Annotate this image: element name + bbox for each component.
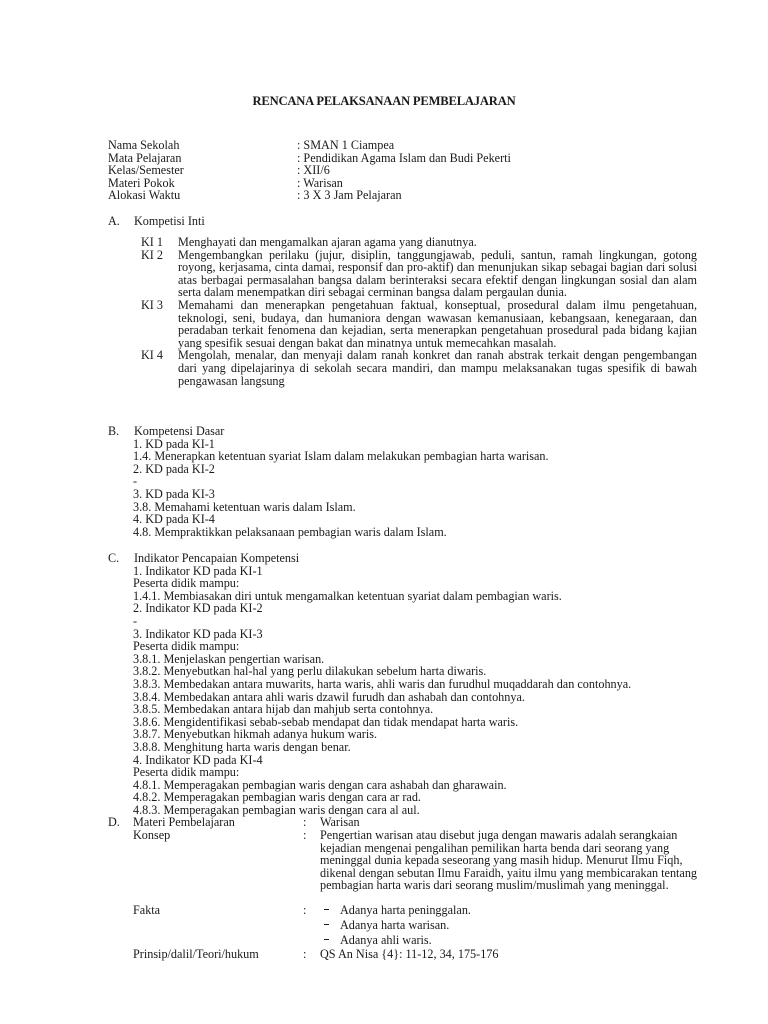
indicator-line: 4.8.3. Memperagakan pembagian waris dengan cara al aul. (133, 802, 420, 817)
section-title: Materi Pembelajaran (133, 815, 235, 829)
section-title: Kompetisi Inti (134, 214, 205, 228)
section-marker: A. (108, 214, 120, 228)
colon: : (303, 903, 307, 917)
section-marker: C. (108, 551, 120, 565)
fakta-item: Adanya harta warisan. (340, 918, 450, 933)
identity-row (108, 164, 511, 177)
materi-prinsip-row (133, 948, 700, 961)
ki-text: Mengolah, menalar, dan menyaji dalam ranah konkret dan ranah abstrak terkait dengan pengembangan dari yang dipelajarinya di sekolah secara mandiri, dan mampu melaksanakan tugas spesifik di bawah pengawasan langsung (178, 348, 697, 388)
bullet-icon: ⎯ (324, 904, 329, 915)
indicator-line: 3.8.3. Membedakan antara muwarits, harta waris, ahli waris dan furudhul muqaddarah dan contohnya. (133, 676, 632, 691)
indicator-line: Peserta didik mampu: (133, 639, 240, 654)
identity-label: Mata Pelajaran (108, 150, 182, 165)
bullet-icon: ⎯ (324, 919, 329, 931)
section-title: Kompetensi Dasar (134, 424, 225, 438)
konsep-text: Pengertian warisan atau disebut juga dengan mawaris adalah serangkaian kejadian mengenai pengalihan pemilikan harta benda dari seorang yang meninggal dunia kepada seseorang yang masih hidup. Menurut Ilmu Fiqh, dikenal dengan sebutan Ilmu Faraidh, yaitu ilmu yang membicarakan tentang pembagian harta waris dari seorang muslim/muslimah yang meninggal. (320, 828, 698, 893)
section-b-heading (108, 425, 224, 438)
indicator-line: 3.8.7. Menyebutkan hikmah adanya hukum waris. (133, 727, 378, 742)
section-d-heading (108, 816, 360, 829)
prinsip-label: Prinsip/dalil/Teori/hukum (133, 947, 259, 961)
ki-label: KI 4 (141, 348, 164, 363)
indicator-line: 2. Indikator KD pada KI-2 (133, 601, 263, 616)
colon: : (303, 815, 307, 829)
colon: : (303, 947, 307, 961)
indicator-list (133, 565, 631, 817)
identity-label: Nama Sekolah (108, 138, 180, 152)
ki-text: Menghayati dan mengamalkan ajaran agama yang dianutnya. (178, 235, 477, 249)
list-item (320, 904, 700, 917)
ki-label: KI 3 (141, 297, 164, 312)
ki-label: KI 1 (141, 235, 164, 249)
identity-row (108, 189, 511, 202)
ki-item (141, 349, 697, 387)
identity-label: Alokasi Waktu (108, 188, 181, 203)
section-c-heading (108, 552, 299, 565)
identity-row (108, 139, 511, 152)
indicator-line: 1. Indikator KD pada KI-1 (133, 563, 263, 578)
identity-value: : SMAN 1 Ciampea (297, 138, 395, 152)
identity-value: : XII/6 (297, 163, 330, 178)
identity-value: : Warisan (297, 175, 343, 190)
identity-block (108, 139, 511, 202)
ki-item (141, 249, 697, 299)
fakta-list (320, 904, 700, 949)
indicator-line: 3.8.1. Menjelaskan pengertian warisan. (133, 651, 325, 666)
list-item (320, 934, 700, 947)
colon: : (303, 828, 307, 842)
fakta-item: Adanya ahli waris. (340, 933, 432, 948)
fakta-label: Fakta (133, 903, 161, 917)
materi-fakta-row (133, 904, 700, 949)
section-marker: B. (108, 424, 120, 438)
kd-list (133, 438, 549, 539)
indicator-line: 1.4.1. Membiasakan diri untuk mengamalkan ketentuan syariat dalam pembagian waris. (133, 588, 562, 603)
bullet-icon: ⎯ (324, 934, 329, 946)
indicator-line: 3.8.5. Membedakan antara hijab dan mahjub serta contohnya. (133, 702, 434, 717)
prinsip-value: QS An Nisa {4}: 11-12, 34, 175-176 (320, 947, 499, 961)
ki-text: Mengembangkan perilaku (jujur, disiplin, tanggungjawab, peduli, santun, ramah lingkungan, gotong royong, kerjasama, cinta damai, responsif dan pro-aktif) dan menunjukan sikap sebagai bagian dari solusi atas berbagai permasalahan bangsa dalam berinteraksi secara efektif dengan lingkungan sosial dan alam serta dalam menempatkan diri sebagai cerminan bangsa dalam pergaulan dunia. (178, 247, 697, 300)
indicator-line: Peserta didik mampu: (133, 576, 240, 591)
indicator-line: 3.8.8. Menghitung harta waris dengan benar. (133, 739, 351, 754)
indicator-line: 3.8.4. Membedakan antara ahli waris dzawil furudh dan ashabah dan contohnya. (133, 689, 525, 704)
ki-item (141, 299, 697, 349)
indicator-line: Peserta didik mampu: (133, 765, 240, 780)
indicator-line: 3.8.2. Menyebutkan hal-hal yang perlu dilakukan sebelum harta diwaris. (133, 664, 487, 679)
indicator-line: 4.8.1. Memperagakan pembagian waris dengan cara ashabah dan gharawain. (133, 777, 507, 792)
kd-line: 1.4. Menerapkan ketentuan syariat Islam dalam melakukan pembagian harta warisan. (133, 449, 549, 464)
kd-line: 4.8. Mempraktikkan pelaksanaan pembagian waris dalam Islam. (133, 524, 447, 539)
section-marker: D. (108, 815, 120, 829)
indicator-line: 4. Indikator KD pada KI-4 (133, 752, 263, 767)
identity-label: Kelas/Semester (108, 163, 184, 178)
kd-line: 3. KD pada KI-3 (133, 486, 215, 501)
list-item (320, 919, 700, 932)
section-d-value: Warisan (320, 815, 360, 829)
indicator-line: 3. Indikator KD pada KI-3 (133, 626, 263, 641)
indicator-line: 3.8.6. Mengidentifikasi sebab-sebab mendapat dan tidak mendapat harta waris. (133, 714, 519, 729)
section-title: Indikator Pencapaian Kompetensi (134, 551, 300, 565)
document-title: RENCANA PELAKSANAAN PEMBELAJARAN (252, 94, 516, 108)
indicator-line: 4.8.2. Memperagakan pembagian waris dengan cara ar rad. (133, 790, 421, 805)
identity-value: : Pendidikan Agama Islam dan Budi Pekerti (297, 150, 511, 165)
fakta-item: Adanya harta peninggalan. (340, 903, 471, 917)
kd-line: 3.8. Memahami ketentuan waris dalam Islam. (133, 499, 356, 514)
identity-label: Materi Pokok (108, 175, 175, 190)
section-a-heading (108, 215, 205, 228)
kd-line: 1. KD pada KI-1 (133, 436, 215, 451)
ki-label: KI 2 (141, 247, 164, 262)
kd-line: 2. KD pada KI-2 (133, 461, 215, 476)
ki-list (141, 236, 697, 387)
konsep-label: Konsep (133, 828, 171, 842)
identity-value: : 3 X 3 Jam Pelajaran (297, 188, 402, 203)
indicator-line: - (133, 613, 138, 628)
ki-item (141, 236, 697, 249)
kd-line: 4. KD pada KI-4 (133, 512, 215, 527)
ki-text: Memahami dan menerapkan pengetahuan faktual, konseptual, prosedural dalam ilmu pengetahuan, teknologi, seni, budaya, dan humaniora dengan wawasan kemanusiaan, kebangsaan, kenegaraan, dan peradaban terkait fenomena dan kejadian, serta menerapkan pengetahuan prosedural pada bidang kajian yang spesifik sesuai dengan bakat dan minatnya untuk memecahkan masalah. (178, 297, 697, 350)
materi-konsep-row (133, 829, 700, 892)
kd-line: - (133, 474, 138, 489)
